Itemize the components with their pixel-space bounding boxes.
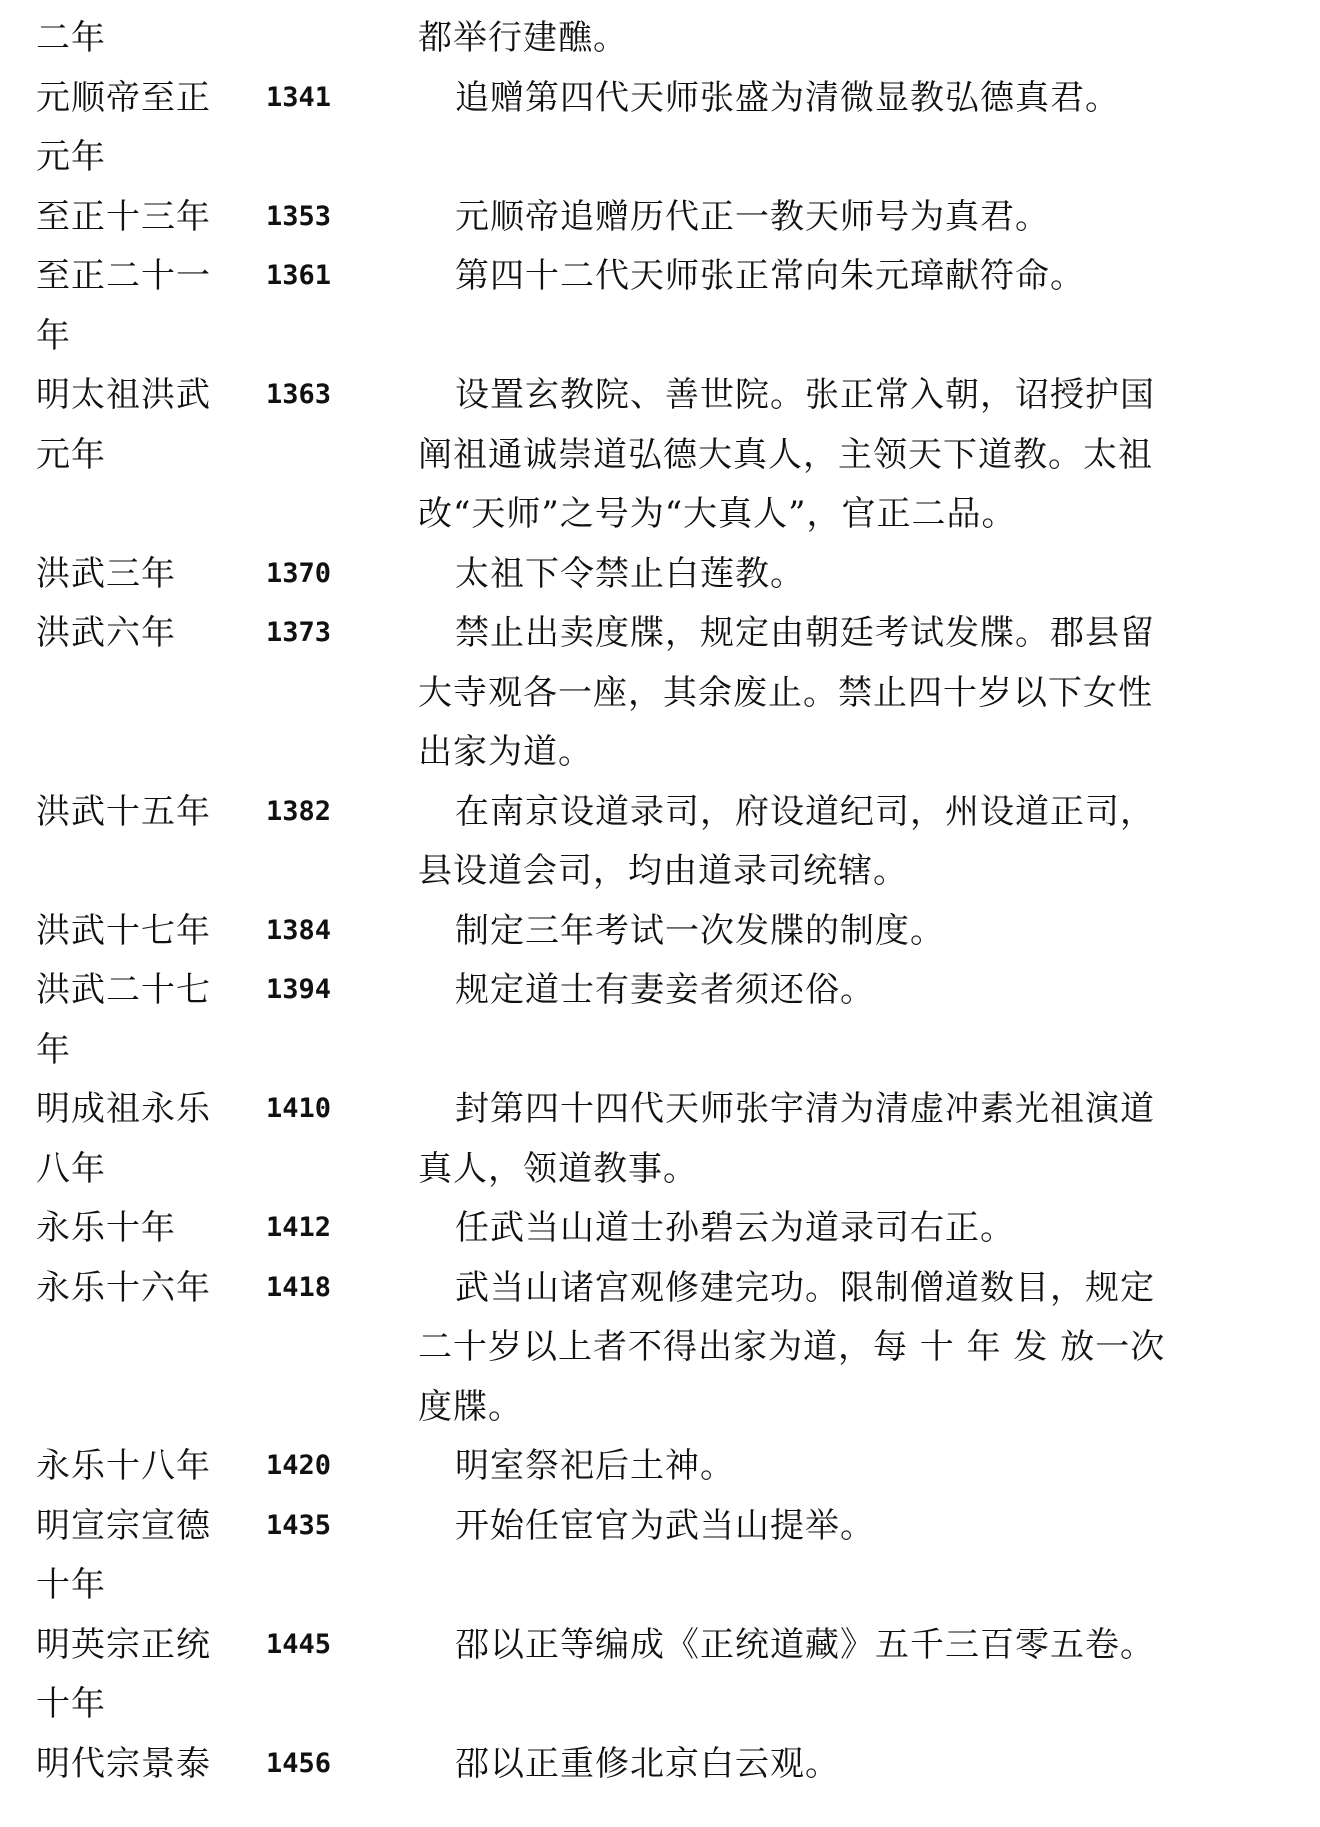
chronology-line [0, 1258, 1320, 1318]
year-number: 1353 [266, 200, 332, 232]
event-text: 在南京设道录司，府设道纪司，州设道正司， [455, 791, 1155, 832]
year-number: 1382 [266, 795, 332, 827]
era-label: 洪武十七年 [36, 910, 211, 951]
year-number: 1373 [266, 617, 332, 648]
chronology-line [0, 127, 1320, 187]
era-label: 明成祖永乐 [36, 1089, 211, 1129]
year-number: 1418 [266, 1271, 332, 1303]
chronology-line [0, 68, 1320, 128]
event-text: 禁止出卖度牒，规定由朝廷考试发牒。郡县留 [455, 613, 1155, 653]
chronology-line [0, 663, 1320, 723]
year-number: 1420 [266, 1450, 332, 1481]
chronology-line [0, 841, 1320, 901]
chronology-line [0, 1317, 1320, 1377]
chronology-line [0, 960, 1320, 1020]
chronology-line [0, 1674, 1320, 1734]
era-label: 至正十三年 [36, 196, 211, 237]
chronology-line [0, 306, 1320, 366]
chronology-line [0, 365, 1320, 425]
event-text: 太祖下令禁止白莲教。 [455, 553, 805, 594]
year-number: 1370 [266, 557, 332, 589]
year-number: 1456 [266, 1747, 332, 1779]
year-number: 1341 [266, 81, 332, 113]
event-text: 元顺帝追赠历代正一教天师号为真君。 [455, 196, 1050, 237]
chronology-line [0, 603, 1320, 663]
era-label: 年 [36, 1029, 71, 1070]
chronology-line [0, 1555, 1320, 1615]
chronology-line [0, 484, 1320, 544]
chronology-line [0, 1139, 1320, 1199]
chronology-line [0, 722, 1320, 782]
event-text: 都举行建醮。 [418, 18, 628, 58]
chronology-line [0, 1496, 1320, 1556]
year-number: 1435 [266, 1509, 332, 1541]
era-label: 明太祖洪武 [36, 375, 211, 415]
event-text: 改“天师”之号为“大真人”，官正二品。 [418, 494, 1017, 534]
event-text: 县设道会司，均由道录司统辖。 [418, 851, 908, 891]
era-label: 二年 [36, 18, 106, 58]
era-label: 永乐十六年 [36, 1267, 211, 1308]
era-label: 永乐十八年 [36, 1446, 211, 1486]
era-label: 明英宗正统 [36, 1624, 211, 1665]
event-text: 邵以正重修北京白云观。 [455, 1743, 840, 1784]
event-text: 规定道士有妻妾者须还俗。 [455, 970, 875, 1010]
event-text: 大寺观各一座，其余废止。禁止四十岁以下女性 [418, 672, 1153, 713]
chronology-line [0, 1436, 1320, 1496]
event-text: 度牒。 [418, 1386, 523, 1427]
event-text: 制定三年考试一次发牒的制度。 [455, 910, 945, 951]
event-text: 第四十二代天师张正常向朱元璋献符命。 [455, 256, 1085, 296]
era-label: 元顺帝至正 [36, 77, 211, 118]
era-label: 永乐十年 [36, 1208, 176, 1248]
era-label: 元年 [36, 137, 106, 177]
chronology-line [0, 8, 1320, 68]
event-text: 明室祭祀后土神。 [455, 1446, 735, 1486]
event-text: 武当山诸宫观修建完功。限制僧道数目，规定 [455, 1267, 1155, 1308]
chronology-line [0, 425, 1320, 485]
era-label: 明宣宗宣德 [36, 1505, 211, 1546]
chronology-line [0, 782, 1320, 842]
chronology-line [0, 1020, 1320, 1080]
era-label: 元年 [36, 434, 106, 475]
chronology-line [0, 246, 1320, 306]
era-label: 洪武十五年 [36, 791, 211, 832]
event-text: 二十岁以上者不得出家为道，每 十 年 发 放一次 [418, 1327, 1166, 1367]
year-number: 1410 [266, 1093, 332, 1124]
year-number: 1394 [266, 974, 332, 1005]
event-text: 追赠第四代天师张盛为清微显教弘德真君。 [455, 77, 1120, 118]
chronology-line [0, 187, 1320, 247]
chronology-line [0, 1377, 1320, 1437]
event-text: 出家为道。 [418, 732, 593, 772]
year-number: 1412 [266, 1212, 332, 1243]
era-label: 洪武三年 [36, 553, 176, 594]
event-text: 封第四十四代天师张宇清为清虚冲素光祖演道 [455, 1089, 1155, 1129]
event-text: 开始任宦官为武当山提举。 [455, 1505, 875, 1546]
event-text: 设置玄教院、善世院。张正常入朝，诏授护国 [455, 375, 1155, 415]
chronology-line [0, 1615, 1320, 1675]
era-label: 十年 [36, 1684, 106, 1724]
year-number: 1363 [266, 379, 332, 410]
era-label: 十年 [36, 1565, 106, 1605]
era-label: 八年 [36, 1148, 106, 1189]
event-text: 真人，领道教事。 [418, 1148, 698, 1189]
chronology-line [0, 1734, 1320, 1794]
era-label: 洪武六年 [36, 613, 176, 653]
event-text: 阐祖通诚崇道弘德大真人，主领天下道教。太祖 [418, 434, 1153, 475]
chronology-line [0, 1079, 1320, 1139]
era-label: 洪武二十七 [36, 970, 211, 1010]
chronology-line [0, 901, 1320, 961]
era-label: 明代宗景泰 [36, 1743, 211, 1784]
era-label: 年 [36, 315, 71, 356]
era-label: 至正二十一 [36, 256, 211, 296]
chronology-line [0, 1198, 1320, 1258]
year-number: 1361 [266, 260, 332, 291]
event-text: 邵以正等编成《正统道藏》五千三百零五卷。 [455, 1624, 1155, 1665]
year-number: 1445 [266, 1628, 332, 1660]
year-number: 1384 [266, 914, 332, 946]
event-text: 任武当山道士孙碧云为道录司右正。 [455, 1208, 1015, 1248]
chronology-line [0, 544, 1320, 604]
